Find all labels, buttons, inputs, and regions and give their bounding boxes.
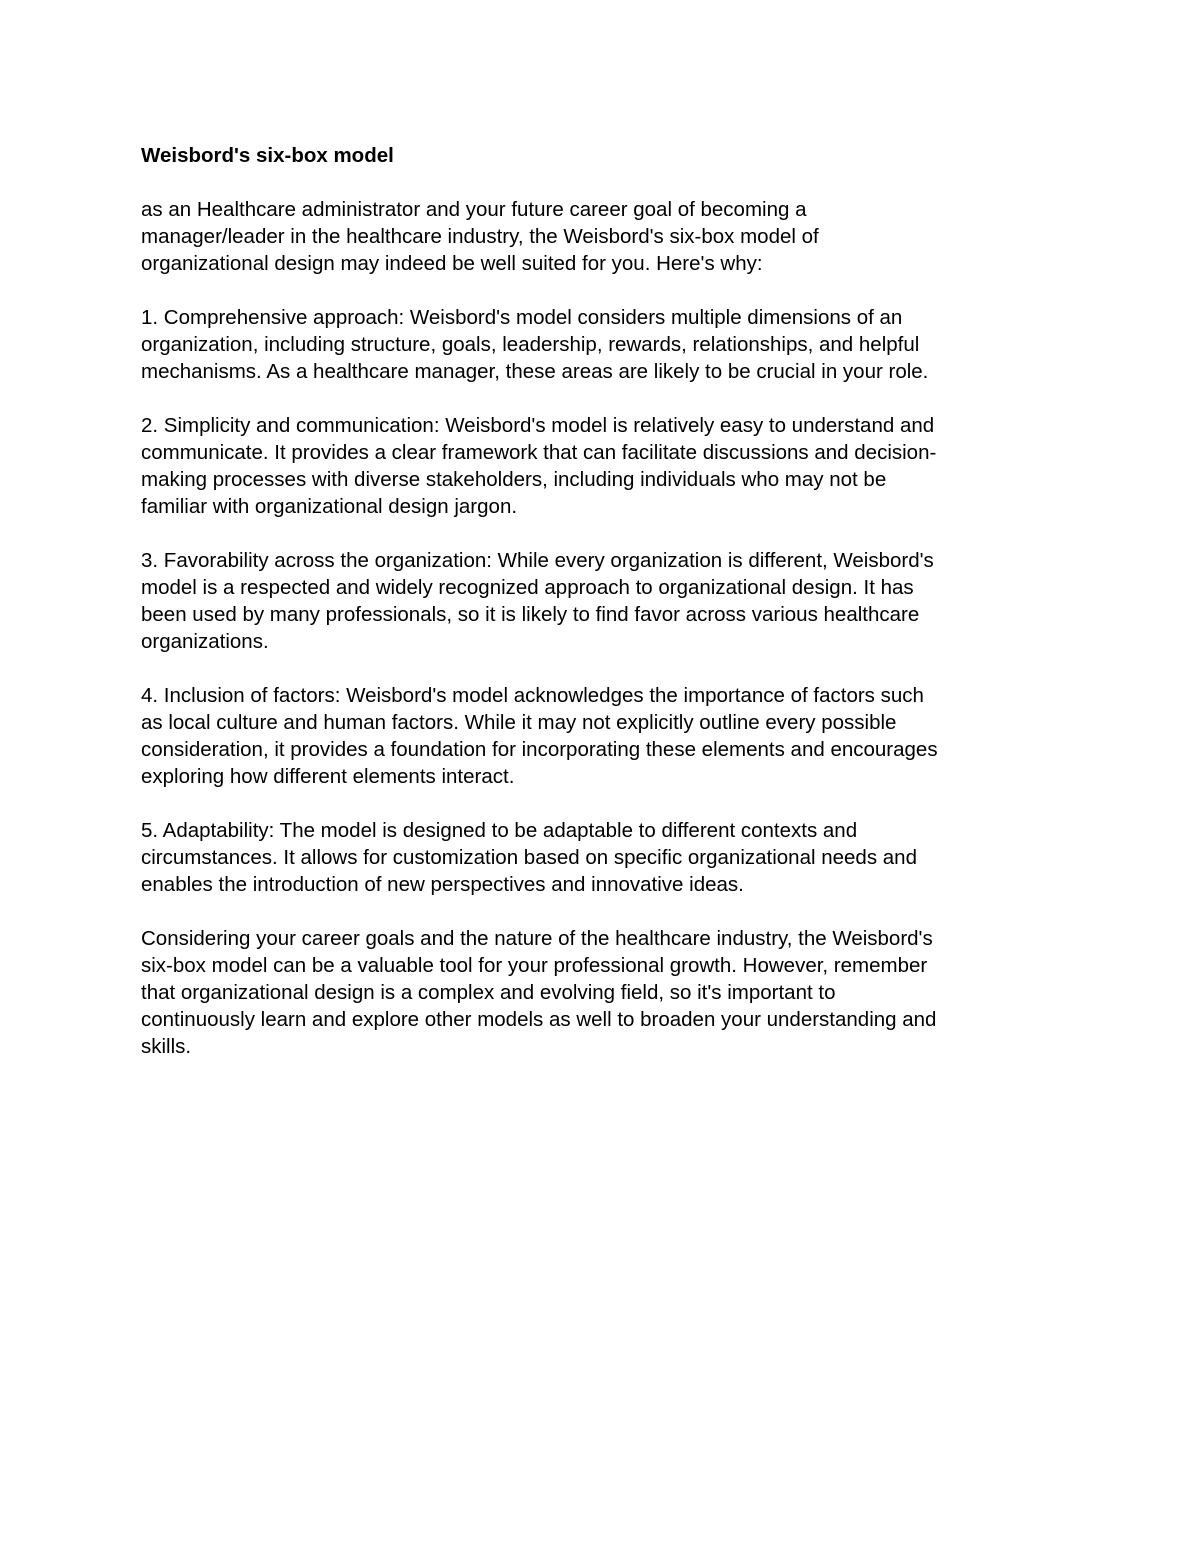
point-inclusion-of-factors <box>141 682 1061 790</box>
point-comprehensive-approach <box>141 304 1061 385</box>
paragraph-line: organizations. <box>141 630 269 653</box>
paragraph-line: making processes with diverse stakeholders, including individuals who may not be <box>141 468 887 491</box>
paragraph-line: manager/leader in the healthcare industry, the Weisbord's six-box model of <box>141 225 819 248</box>
point-simplicity-communication <box>141 412 1061 520</box>
point-adaptability <box>141 817 1061 898</box>
paragraph-line: been used by many professionals, so it is likely to find favor across various healthcare <box>141 603 920 626</box>
paragraph-line: continuously learn and explore other models as well to broaden your understanding and <box>141 1008 937 1031</box>
paragraph-line: Considering your career goals and the nature of the healthcare industry, the Weisbord's <box>141 927 933 950</box>
paragraph-line: mechanisms. As a healthcare manager, these areas are likely to be crucial in your role. <box>141 360 929 383</box>
paragraph-line: circumstances. It allows for customization based on specific organizational needs and <box>141 846 917 869</box>
paragraph-line: 1. Comprehensive approach: Weisbord's model considers multiple dimensions of an <box>141 306 903 329</box>
document-title: Weisbord's six-box model <box>141 144 394 167</box>
intro-paragraph <box>141 196 1061 277</box>
paragraph-line: that organizational design is a complex and evolving field, so it's important to <box>141 981 836 1004</box>
paragraph-line: model is a respected and widely recognized approach to organizational design. It has <box>141 576 914 599</box>
paragraph-line: as an Healthcare administrator and your future career goal of becoming a <box>141 198 807 221</box>
point-favorability <box>141 547 1061 655</box>
paragraph-line: 2. Simplicity and communication: Weisbord's model is relatively easy to understand and <box>141 414 935 437</box>
paragraph-line: consideration, it provides a foundation for incorporating these elements and encourages <box>141 738 938 761</box>
paragraph-line: six-box model can be a valuable tool for your professional growth. However, remember <box>141 954 928 977</box>
paragraph-line: organizational design may indeed be well suited for you. Here's why: <box>141 252 763 275</box>
conclusion-paragraph <box>141 925 1061 1060</box>
paragraph-line: communicate. It provides a clear framework that can facilitate discussions and decision- <box>141 441 937 464</box>
paragraph-line: enables the introduction of new perspectives and innovative ideas. <box>141 873 744 896</box>
paragraph-line: 5. Adaptability: The model is designed to be adaptable to different contexts and <box>141 819 858 842</box>
document-body <box>141 142 1061 1087</box>
paragraph-line: 3. Favorability across the organization: While every organization is different, Weisbord's <box>141 549 934 572</box>
paragraph-line: skills. <box>141 1035 192 1058</box>
paragraph-line: familiar with organizational design jargon. <box>141 495 518 518</box>
paragraph-line: as local culture and human factors. While it may not explicitly outline every possible <box>141 711 897 734</box>
paragraph-line: 4. Inclusion of factors: Weisbord's model acknowledges the importance of factors such <box>141 684 924 707</box>
paragraph-line: organization, including structure, goals, leadership, rewards, relationships, and helpful <box>141 333 920 356</box>
paragraph-line: exploring how different elements interact. <box>141 765 515 788</box>
